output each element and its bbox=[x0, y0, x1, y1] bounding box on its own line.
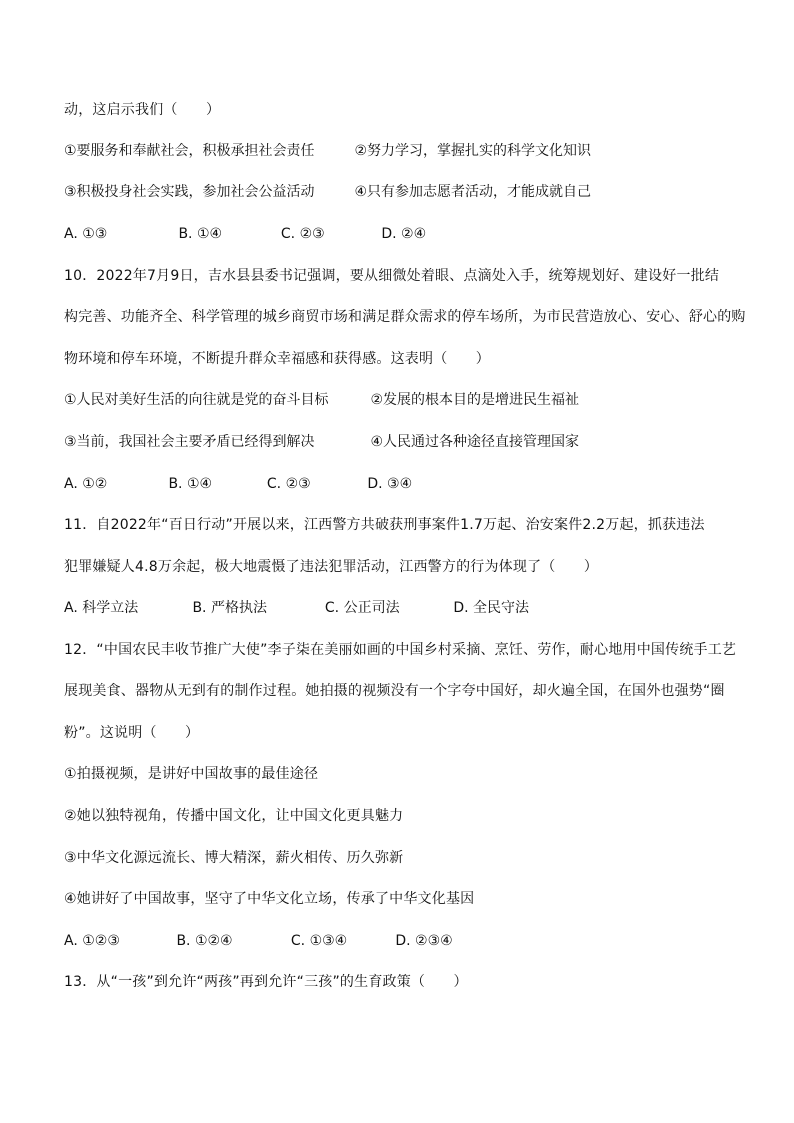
answer-choice: B. ①④ bbox=[168, 476, 213, 492]
option-text: ②她以独特视角，传播中国文化，让中国文化更具魅力 bbox=[64, 808, 404, 824]
answer-choice: B. 严格执法 bbox=[192, 600, 267, 616]
answer-row bbox=[64, 224, 426, 244]
answer-choice: D. 全民守法 bbox=[453, 600, 530, 616]
answer-choice: C. ②③ bbox=[266, 476, 311, 492]
question-12-line-2: 展现美食、器物从无到有的制作过程。她拍摄的视频没有一个字夸中国好，却火遍全国，在国外也强势“圈 bbox=[64, 683, 725, 699]
answer-choice: A. 科学立法 bbox=[64, 600, 139, 616]
question-12-line-1: 12．“中国农民丰收节推广大使”李子柒在美丽如画的中国乡村采摘、烹饪、劳作，耐心地用中国传统手工艺 bbox=[64, 642, 737, 658]
answer-choice: A. ①② bbox=[64, 476, 108, 492]
option-text: ②发展的根本目的是增进民生福祉 bbox=[370, 392, 580, 408]
option-text: ③积极投身社会实践，参加社会公益活动 bbox=[64, 184, 315, 200]
question-10-line-2: 构完善、功能齐全、科学管理的城乡商贸市场和满足群众需求的停车场所，为市民营造放心、安心、舒心的购 bbox=[64, 309, 746, 325]
answer-row bbox=[64, 931, 453, 951]
option-text: ①要服务和奉献社会，积极承担社会责任 bbox=[64, 143, 315, 159]
option-text: ①人民对美好生活的向往就是党的奋斗目标 bbox=[64, 392, 329, 408]
question-10-line-3: 物环境和停车环境，不断提升群众幸福感和获得感。这表明（ ） bbox=[64, 351, 490, 367]
option-row bbox=[64, 390, 579, 410]
answer-choice: C. ②③ bbox=[280, 226, 325, 242]
text-line: 动，这启示我们（ ） bbox=[64, 102, 221, 118]
option-text: ④她讲好了中国故事，坚守了中华文化立场，传承了中华文化基因 bbox=[64, 891, 475, 907]
question-10-line-1: 10．2022年7月9日，吉水县县委书记强调，要从细微处着眼、点滴处入手，统筹规划好、建设好一批结 bbox=[64, 268, 720, 284]
option-text: ①拍摄视频，是讲好中国故事的最佳途径 bbox=[64, 766, 319, 782]
question-11-line-2: 犯罪嫌疑人4.8万余起，极大地震慑了违法犯罪活动，江西警方的行为体现了（ ） bbox=[64, 559, 599, 575]
answer-choice: B. ①②④ bbox=[176, 933, 233, 949]
answer-choice: D. ②③④ bbox=[395, 933, 453, 949]
answer-row bbox=[64, 474, 412, 494]
answer-choice: C. ①③④ bbox=[290, 933, 348, 949]
question-11-line-1: 11．自2022年“百日行动”开展以来，江西警方共破获刑事案件1.7万起、治安案件2.2万起，抓获违法 bbox=[64, 517, 705, 533]
option-text: ②努力学习，掌握扎实的科学文化知识 bbox=[354, 143, 592, 159]
answer-choice: D. ③④ bbox=[367, 476, 413, 492]
option-text: ③当前，我国社会主要矛盾已经得到解决 bbox=[64, 434, 315, 450]
question-12-line-3: 粉”。这说明（ ） bbox=[64, 725, 200, 741]
option-row bbox=[64, 432, 579, 452]
answer-choice: A. ①③ bbox=[64, 226, 108, 242]
answer-choice: A. ①②③ bbox=[64, 933, 120, 949]
answer-choice: B. ①④ bbox=[178, 226, 223, 242]
option-text: ③中华文化源远流长、博大精深，薪火相传、历久弥新 bbox=[64, 850, 404, 866]
answer-choice: C. 公正司法 bbox=[324, 600, 400, 616]
option-row bbox=[64, 141, 591, 161]
answer-row bbox=[64, 598, 529, 618]
answer-choice: D. ②④ bbox=[381, 226, 427, 242]
option-text: ④只有参加志愿者活动，才能成就自己 bbox=[354, 184, 592, 200]
option-text: ④人民通过各种途径直接管理国家 bbox=[370, 434, 580, 450]
question-13-line-1: 13．从“一孩”到允许“两孩”再到允许“三孩”的生育政策（ ） bbox=[64, 974, 468, 990]
option-row bbox=[64, 182, 591, 202]
